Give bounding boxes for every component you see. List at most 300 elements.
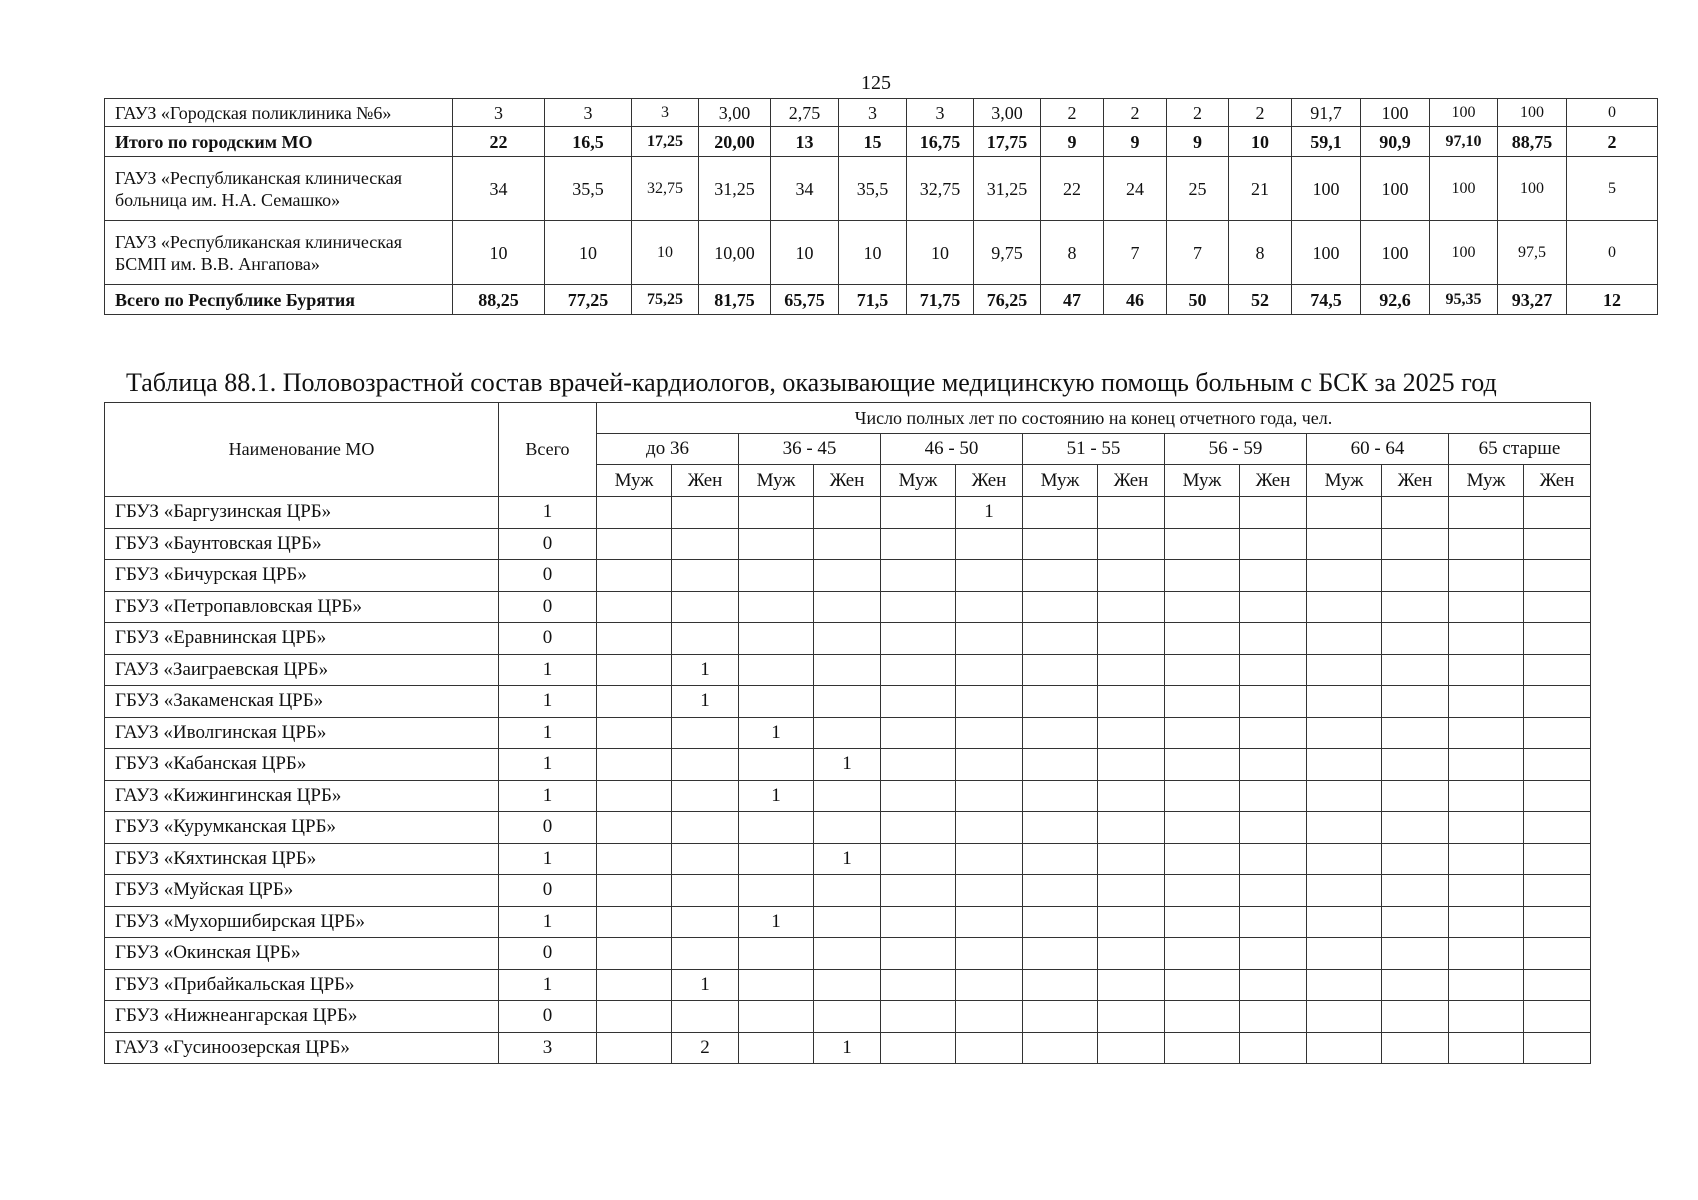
summary-cell: 15	[839, 127, 907, 157]
row-age-cell	[1449, 906, 1524, 938]
row-age-cell	[1098, 1032, 1165, 1064]
row-age-cell	[814, 938, 881, 970]
summary-cell: 34	[453, 157, 545, 221]
row-age-cell	[1382, 717, 1449, 749]
row-total: 0	[499, 560, 597, 592]
header-age-group-title: Число полных лет по состоянию на конец отчетного года, чел.	[597, 403, 1591, 434]
table-row	[105, 623, 1591, 655]
row-age-cell	[1098, 654, 1165, 686]
summary-row-name: ГАУЗ «Республиканская клиническая больница им. Н.А. Семашко»	[105, 157, 453, 221]
row-age-cell	[1240, 969, 1307, 1001]
summary-cell: 35,5	[545, 157, 632, 221]
summary-cell: 3	[907, 99, 974, 127]
row-age-cell	[1240, 875, 1307, 907]
summary-row	[105, 99, 1658, 127]
summary-cell: 24	[1104, 157, 1167, 221]
summary-cell: 100	[1292, 157, 1361, 221]
row-age-cell	[1382, 591, 1449, 623]
row-age-cell	[1023, 528, 1098, 560]
header-sex-female: Жен	[1382, 465, 1449, 497]
age-sex-table	[104, 402, 1591, 1064]
row-age-cell: 1	[814, 843, 881, 875]
row-age-cell	[814, 528, 881, 560]
row-age-cell	[1098, 780, 1165, 812]
row-age-cell	[1449, 780, 1524, 812]
row-age-cell	[597, 749, 672, 781]
row-age-cell	[814, 780, 881, 812]
row-total: 1	[499, 843, 597, 875]
row-age-cell	[814, 591, 881, 623]
row-mo-name: ГБУЗ «Курумканская ЦРБ»	[105, 812, 499, 844]
row-age-cell	[881, 654, 956, 686]
row-age-cell	[881, 780, 956, 812]
summary-cell: 10	[632, 221, 699, 285]
row-age-cell: 1	[739, 906, 814, 938]
row-age-cell	[597, 906, 672, 938]
row-age-cell	[1307, 812, 1382, 844]
table-caption: Таблица 88.1. Половозрастной состав врачей-кардиологов, оказывающие медицинскую помощь больным с БСК за 2025 год	[126, 368, 1497, 397]
header-sex-female: Жен	[1524, 465, 1591, 497]
row-age-cell	[739, 938, 814, 970]
summary-cell: 0	[1567, 99, 1658, 127]
row-mo-name: ГБУЗ «Закаменская ЦРБ»	[105, 686, 499, 718]
table-row	[105, 591, 1591, 623]
summary-cell: 97,10	[1430, 127, 1498, 157]
row-age-cell	[1165, 654, 1240, 686]
row-age-cell	[1449, 969, 1524, 1001]
row-age-cell	[1524, 528, 1591, 560]
row-age-cell	[1098, 686, 1165, 718]
summary-cell: 8	[1041, 221, 1104, 285]
table-row	[105, 969, 1591, 1001]
row-age-cell	[672, 812, 739, 844]
row-age-cell	[672, 875, 739, 907]
row-mo-name: ГБУЗ «Муйская ЦРБ»	[105, 875, 499, 907]
row-age-cell	[1449, 812, 1524, 844]
summary-cell: 12	[1567, 285, 1658, 315]
table-row	[105, 749, 1591, 781]
table-row	[105, 780, 1591, 812]
row-age-cell	[1098, 875, 1165, 907]
header-sex-female: Жен	[672, 465, 739, 497]
header-sex-female: Жен	[1240, 465, 1307, 497]
row-age-cell	[1240, 686, 1307, 718]
summary-cell: 10	[839, 221, 907, 285]
row-age-cell	[1098, 749, 1165, 781]
row-age-cell	[881, 906, 956, 938]
row-age-cell	[739, 1001, 814, 1033]
row-total: 1	[499, 969, 597, 1001]
row-total: 1	[499, 654, 597, 686]
row-age-cell	[881, 969, 956, 1001]
row-age-cell	[881, 560, 956, 592]
summary-cell: 0	[1567, 221, 1658, 285]
row-age-cell	[597, 654, 672, 686]
summary-cell: 77,25	[545, 285, 632, 315]
table-row	[105, 875, 1591, 907]
row-total: 0	[499, 938, 597, 970]
row-age-cell	[1524, 749, 1591, 781]
row-age-cell	[1165, 875, 1240, 907]
summary-row	[105, 157, 1658, 221]
header-age-group: до 36	[597, 434, 739, 465]
row-total: 0	[499, 623, 597, 655]
page-number: 125	[861, 72, 891, 94]
summary-cell: 7	[1104, 221, 1167, 285]
row-age-cell	[1449, 749, 1524, 781]
row-age-cell	[1307, 780, 1382, 812]
table-row	[105, 497, 1591, 529]
row-age-cell	[1023, 591, 1098, 623]
row-age-cell	[956, 623, 1023, 655]
row-age-cell	[1449, 560, 1524, 592]
row-age-cell	[1165, 591, 1240, 623]
row-age-cell	[1023, 1032, 1098, 1064]
row-age-cell	[881, 623, 956, 655]
row-age-cell	[956, 591, 1023, 623]
row-age-cell	[739, 1032, 814, 1064]
row-age-cell	[597, 497, 672, 529]
row-age-cell	[1307, 969, 1382, 1001]
header-sex-female: Жен	[1098, 465, 1165, 497]
row-age-cell	[1382, 654, 1449, 686]
row-age-cell	[1449, 686, 1524, 718]
row-total: 1	[499, 717, 597, 749]
summary-cell: 100	[1430, 157, 1498, 221]
row-age-cell	[1449, 528, 1524, 560]
row-age-cell	[1240, 654, 1307, 686]
summary-cell: 32,75	[632, 157, 699, 221]
row-age-cell	[1098, 560, 1165, 592]
summary-cell: 3	[545, 99, 632, 127]
row-mo-name: ГБУЗ «Кяхтинская ЦРБ»	[105, 843, 499, 875]
row-age-cell	[1023, 875, 1098, 907]
row-age-cell	[1307, 560, 1382, 592]
row-age-cell	[1165, 843, 1240, 875]
row-age-cell	[1307, 906, 1382, 938]
summary-cell: 71,75	[907, 285, 974, 315]
summary-cell: 90,9	[1361, 127, 1430, 157]
row-mo-name: ГБУЗ «Окинская ЦРБ»	[105, 938, 499, 970]
row-age-cell	[1098, 1001, 1165, 1033]
row-age-cell	[881, 749, 956, 781]
summary-cell: 100	[1430, 99, 1498, 127]
row-age-cell	[1524, 875, 1591, 907]
row-age-cell	[1240, 1032, 1307, 1064]
row-age-cell	[1307, 623, 1382, 655]
row-age-cell	[956, 906, 1023, 938]
row-age-cell	[1240, 560, 1307, 592]
row-age-cell	[672, 528, 739, 560]
row-mo-name: ГБУЗ «Кабанская ЦРБ»	[105, 749, 499, 781]
row-age-cell	[881, 1032, 956, 1064]
row-age-cell	[672, 591, 739, 623]
summary-cell: 100	[1361, 99, 1430, 127]
summary-row-name: Итого по городским МО	[105, 127, 453, 157]
summary-cell: 81,75	[699, 285, 771, 315]
row-age-cell	[956, 560, 1023, 592]
summary-row-name: ГАУЗ «Городская поликлиника №6»	[105, 99, 453, 127]
summary-cell: 31,25	[974, 157, 1041, 221]
row-age-cell	[1524, 560, 1591, 592]
row-age-cell	[814, 1001, 881, 1033]
row-age-cell	[1098, 591, 1165, 623]
summary-cell: 71,5	[839, 285, 907, 315]
summary-cell: 5	[1567, 157, 1658, 221]
header-age-group: 51 - 55	[1023, 434, 1165, 465]
header-sex-female: Жен	[956, 465, 1023, 497]
row-age-cell	[1524, 591, 1591, 623]
row-age-cell	[1165, 906, 1240, 938]
row-age-cell	[1165, 812, 1240, 844]
header-age-group: 36 - 45	[739, 434, 881, 465]
row-age-cell	[1524, 780, 1591, 812]
summary-cell: 100	[1292, 221, 1361, 285]
table-row	[105, 717, 1591, 749]
row-age-cell	[1165, 1032, 1240, 1064]
row-age-cell	[1023, 749, 1098, 781]
row-age-cell	[1307, 528, 1382, 560]
row-age-cell	[1165, 717, 1240, 749]
row-age-cell	[597, 780, 672, 812]
row-age-cell	[1023, 906, 1098, 938]
row-age-cell	[1165, 623, 1240, 655]
row-age-cell	[739, 560, 814, 592]
summary-cell: 95,35	[1430, 285, 1498, 315]
summary-cell: 3	[632, 99, 699, 127]
row-age-cell	[739, 686, 814, 718]
row-age-cell	[1524, 497, 1591, 529]
summary-cell: 8	[1229, 221, 1292, 285]
summary-cell: 100	[1498, 157, 1567, 221]
row-age-cell	[1382, 969, 1449, 1001]
row-age-cell	[597, 560, 672, 592]
row-age-cell	[597, 875, 672, 907]
row-age-cell	[814, 906, 881, 938]
row-age-cell	[814, 654, 881, 686]
summary-cell: 3	[839, 99, 907, 127]
summary-cell: 46	[1104, 285, 1167, 315]
row-age-cell	[1023, 623, 1098, 655]
summary-cell: 22	[1041, 157, 1104, 221]
summary-cell: 100	[1430, 221, 1498, 285]
row-age-cell: 1	[814, 749, 881, 781]
row-age-cell	[1449, 1032, 1524, 1064]
row-age-cell	[1382, 623, 1449, 655]
row-age-cell	[1382, 749, 1449, 781]
row-age-cell	[1382, 906, 1449, 938]
summary-cell: 9	[1167, 127, 1229, 157]
row-age-cell	[1449, 654, 1524, 686]
row-total: 0	[499, 1001, 597, 1033]
row-mo-name: ГБУЗ «Еравнинская ЦРБ»	[105, 623, 499, 655]
row-age-cell	[672, 780, 739, 812]
header-mo-name: Наименование МО	[105, 403, 499, 497]
row-age-cell: 1	[672, 969, 739, 1001]
row-age-cell	[739, 654, 814, 686]
summary-cell: 91,7	[1292, 99, 1361, 127]
row-age-cell	[814, 686, 881, 718]
row-age-cell	[814, 717, 881, 749]
row-age-cell	[1449, 623, 1524, 655]
row-age-cell	[739, 528, 814, 560]
row-age-cell	[956, 875, 1023, 907]
row-age-cell: 1	[672, 686, 739, 718]
row-age-cell	[597, 686, 672, 718]
table-row	[105, 560, 1591, 592]
row-total: 1	[499, 497, 597, 529]
summary-cell: 47	[1041, 285, 1104, 315]
summary-cell: 93,27	[1498, 285, 1567, 315]
header-sex-male: Муж	[1023, 465, 1098, 497]
row-mo-name: ГБУЗ «Петропавловская ЦРБ»	[105, 591, 499, 623]
row-age-cell	[1307, 497, 1382, 529]
row-age-cell	[739, 623, 814, 655]
row-mo-name: ГАУЗ «Иволгинская ЦРБ»	[105, 717, 499, 749]
row-age-cell	[956, 780, 1023, 812]
row-age-cell	[1524, 843, 1591, 875]
row-age-cell	[1382, 780, 1449, 812]
row-age-cell	[1165, 686, 1240, 718]
summary-cell: 9	[1041, 127, 1104, 157]
row-age-cell	[1098, 528, 1165, 560]
row-age-cell	[597, 812, 672, 844]
row-age-cell	[956, 528, 1023, 560]
row-age-cell	[739, 591, 814, 623]
row-age-cell	[597, 1032, 672, 1064]
row-age-cell	[597, 1001, 672, 1033]
row-age-cell	[1165, 938, 1240, 970]
row-total: 0	[499, 591, 597, 623]
summary-cell: 76,25	[974, 285, 1041, 315]
row-age-cell	[814, 812, 881, 844]
row-total: 1	[499, 749, 597, 781]
row-mo-name: ГБУЗ «Баргузинская ЦРБ»	[105, 497, 499, 529]
header-sex-male: Муж	[739, 465, 814, 497]
row-age-cell	[814, 560, 881, 592]
header-sex-male: Муж	[1165, 465, 1240, 497]
row-age-cell	[1307, 938, 1382, 970]
row-age-cell	[739, 969, 814, 1001]
summary-cell: 97,5	[1498, 221, 1567, 285]
row-age-cell	[1240, 906, 1307, 938]
summary-cell: 100	[1498, 99, 1567, 127]
row-age-cell	[1449, 717, 1524, 749]
table-row	[105, 843, 1591, 875]
row-age-cell	[1382, 686, 1449, 718]
row-age-cell	[739, 749, 814, 781]
summary-cell: 10	[907, 221, 974, 285]
summary-cell: 10	[545, 221, 632, 285]
row-age-cell	[1307, 686, 1382, 718]
row-age-cell	[1023, 1001, 1098, 1033]
row-age-cell	[1524, 938, 1591, 970]
row-age-cell	[1165, 780, 1240, 812]
header-sex-female: Жен	[814, 465, 881, 497]
row-age-cell	[1307, 654, 1382, 686]
row-mo-name: ГБУЗ «Мухоршибирская ЦРБ»	[105, 906, 499, 938]
row-age-cell	[1023, 969, 1098, 1001]
row-mo-name: ГБУЗ «Бичурская ЦРБ»	[105, 560, 499, 592]
summary-cell: 9	[1104, 127, 1167, 157]
summary-cell: 2	[1229, 99, 1292, 127]
summary-cell: 35,5	[839, 157, 907, 221]
row-age-cell	[1165, 560, 1240, 592]
summary-cell: 2	[1167, 99, 1229, 127]
row-age-cell	[1449, 1001, 1524, 1033]
row-age-cell	[1307, 875, 1382, 907]
row-age-cell	[1307, 591, 1382, 623]
header-age-group: 60 - 64	[1307, 434, 1449, 465]
row-age-cell	[1023, 938, 1098, 970]
summary-cell: 16,75	[907, 127, 974, 157]
summary-cell: 20,00	[699, 127, 771, 157]
table-row	[105, 1001, 1591, 1033]
row-age-cell	[956, 812, 1023, 844]
summary-cell: 9,75	[974, 221, 1041, 285]
row-age-cell	[881, 591, 956, 623]
row-age-cell: 2	[672, 1032, 739, 1064]
row-age-cell	[881, 497, 956, 529]
row-age-cell	[956, 686, 1023, 718]
header-age-group: 56 - 59	[1165, 434, 1307, 465]
row-age-cell	[814, 623, 881, 655]
row-total: 0	[499, 812, 597, 844]
summary-table	[104, 98, 1658, 315]
summary-cell: 21	[1229, 157, 1292, 221]
summary-cell: 88,25	[453, 285, 545, 315]
row-age-cell	[1023, 812, 1098, 844]
row-age-cell	[1240, 528, 1307, 560]
row-age-cell: 1	[956, 497, 1023, 529]
header-sex-male: Муж	[597, 465, 672, 497]
summary-cell: 32,75	[907, 157, 974, 221]
row-age-cell	[1307, 1032, 1382, 1064]
row-age-cell	[672, 623, 739, 655]
row-total: 0	[499, 528, 597, 560]
row-age-cell: 1	[672, 654, 739, 686]
row-age-cell	[1449, 843, 1524, 875]
header-sex-male: Муж	[1449, 465, 1524, 497]
row-total: 1	[499, 906, 597, 938]
row-age-cell	[1098, 843, 1165, 875]
row-age-cell	[1307, 717, 1382, 749]
summary-cell: 2	[1104, 99, 1167, 127]
summary-cell: 3,00	[699, 99, 771, 127]
row-mo-name: ГАУЗ «Заиграевская ЦРБ»	[105, 654, 499, 686]
row-age-cell	[956, 654, 1023, 686]
summary-cell: 25	[1167, 157, 1229, 221]
row-age-cell: 1	[814, 1032, 881, 1064]
table-row	[105, 812, 1591, 844]
row-age-cell	[597, 938, 672, 970]
row-age-cell	[881, 812, 956, 844]
row-mo-name: ГАУЗ «Кижингинская ЦРБ»	[105, 780, 499, 812]
row-age-cell	[1524, 623, 1591, 655]
row-age-cell	[1382, 528, 1449, 560]
row-age-cell	[739, 843, 814, 875]
summary-cell: 3	[453, 99, 545, 127]
row-age-cell	[1240, 812, 1307, 844]
row-age-cell	[1098, 812, 1165, 844]
summary-cell: 3,00	[974, 99, 1041, 127]
row-age-cell	[1307, 1001, 1382, 1033]
row-age-cell	[814, 875, 881, 907]
summary-cell: 2	[1567, 127, 1658, 157]
summary-cell: 13	[771, 127, 839, 157]
row-age-cell	[956, 938, 1023, 970]
row-age-cell	[597, 623, 672, 655]
